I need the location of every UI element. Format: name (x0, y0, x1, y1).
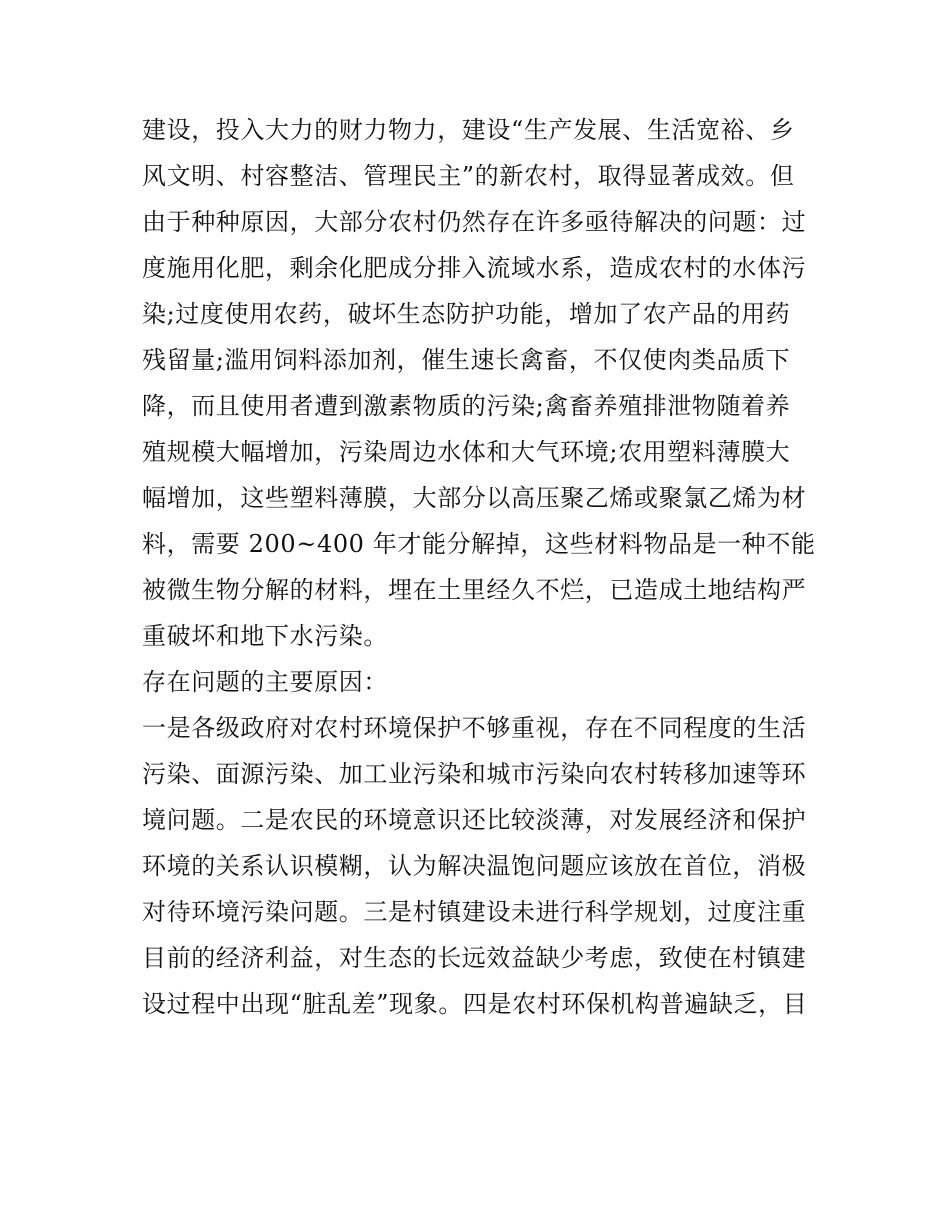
text-line: 度施用化肥，剩余化肥成分排入流域水系，造成农村的水体污 (142, 254, 807, 282)
section-heading: 存在问题的主要原因： (142, 668, 388, 696)
text-line: 目前的经济利益，对生态的长远效益缺少考虑，致使在村镇建 (142, 944, 807, 972)
text-line: 对待环境污染问题。三是村镇建设未进行科学规划，过度注重 (142, 898, 807, 926)
text-line: 殖规模大幅增加，污染周边水体和大气环境;农用塑料薄膜大 (142, 438, 791, 466)
text-line: 被微生物分解的材料，埋在土里经久不烂，已造成土地结构严 (142, 576, 807, 604)
text-line: 由于种种原因，大部分农村仍然存在许多亟待解决的问题：过 (142, 208, 807, 236)
text-line: 降，而且使用者遭到激素物质的污染;禽畜养殖排泄物随着养 (142, 392, 791, 420)
text-line: 染;过度使用农药，破坏生态防护功能，增加了农产品的用药 (142, 300, 791, 328)
text-line: 一是各级政府对农村环境保护不够重视，存在不同程度的生活 (142, 714, 807, 742)
text-line: 风文明、村容整洁、管理民主”的新农村，取得显著成效。但 (142, 162, 795, 190)
text-line: 重破坏和地下水污染。 (142, 622, 388, 650)
text-line: 幅增加，这些塑料薄膜，大部分以高压聚乙烯或聚氯乙烯为材 (142, 484, 807, 512)
text-line: 境问题。二是农民的环境意识还比较淡薄，对发展经济和保护 (142, 806, 807, 834)
text-line: 建设，投入大力的财力物力，建设“生产发展、生活宽裕、乡 (142, 116, 795, 144)
text-line: 残留量;滥用饲料添加剂，催生速长禽畜，不仅使肉类品质下 (142, 346, 791, 374)
text-line: 环境的关系认识模糊，认为解决温饱问题应该放在首位，消极 (142, 852, 807, 880)
text-line: 料，需要 200~400 年才能分解掉，这些材料物品是一种不能 (142, 530, 816, 558)
text-line: 污染、面源污染、加工业污染和城市污染向农村转移加速等环 (142, 760, 807, 788)
document-body-text (142, 107, 822, 1027)
text-line: 设过程中出现“脏乱差”现象。四是农村环保机构普遍缺乏，目 (142, 990, 808, 1018)
